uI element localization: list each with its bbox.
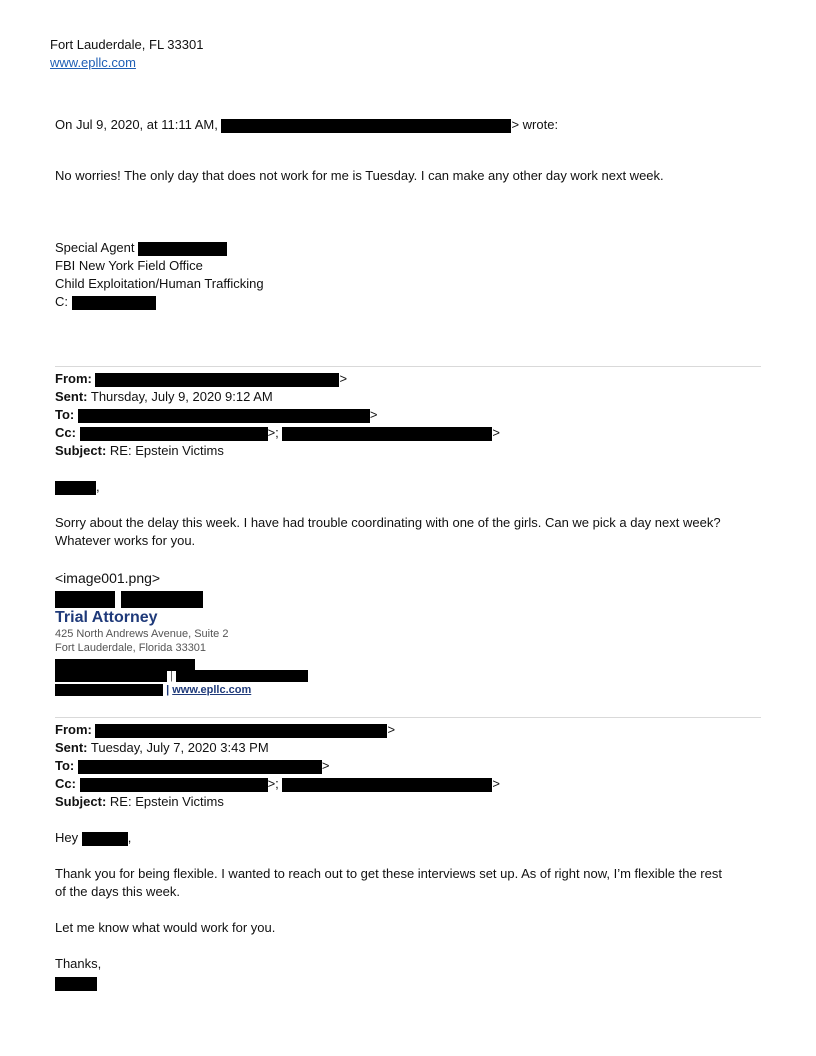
redaction-block <box>176 670 308 682</box>
agent-cell <box>55 293 156 311</box>
sig-name-redacted <box>55 590 203 608</box>
redaction-block <box>282 778 492 792</box>
greeting-comma: , <box>96 479 100 494</box>
redaction-block <box>55 684 163 696</box>
email1-subject <box>55 442 224 460</box>
subject-value: RE: Epstein Victims <box>109 794 224 809</box>
gt-symbol: > <box>492 776 501 791</box>
redaction-block <box>82 832 128 846</box>
subject-value: RE: Epstein Victims <box>109 443 224 458</box>
divider <box>55 366 761 367</box>
sent-value: Tuesday, July 7, 2020 3:43 PM <box>90 740 269 755</box>
from-label: From: <box>55 371 92 386</box>
email2-body-line3: Let me know what would work for you. <box>55 920 276 935</box>
reply-body: No worries! The only day that does not work for me is Tuesday. I can make any other day work next week. <box>55 168 664 183</box>
redaction-block <box>80 778 268 792</box>
sig-contact-line <box>55 669 308 683</box>
redaction-block <box>78 409 370 423</box>
email2-cc <box>55 775 500 793</box>
sig-address-line1: 425 North Andrews Avenue, Suite 2 <box>55 628 229 640</box>
email2-sender-redacted <box>55 975 97 991</box>
email2-body-line2: of the days this week. <box>55 884 181 899</box>
redaction-block <box>72 296 156 310</box>
sig-address-line2: Fort Lauderdale, Florida 33301 <box>55 642 207 654</box>
email2-greeting <box>55 829 131 847</box>
email1-cc <box>55 424 500 442</box>
sent-label: Sent: <box>55 389 88 404</box>
gt-symbol: > <box>387 722 396 737</box>
email1-body-line1: Sorry about the delay this week. I have had trouble coordinating with one of the girls. Can we pick a day next week? <box>55 515 721 530</box>
sent-value: Thursday, July 9, 2020 9:12 AM <box>90 389 273 404</box>
reply-attribution <box>55 116 558 134</box>
header-address: Fort Lauderdale, FL 33301 <box>50 37 204 52</box>
from-label: From: <box>55 722 92 737</box>
cc-separator: >; <box>267 425 279 440</box>
subject-label: Subject: <box>55 794 107 809</box>
sig-website-link[interactable]: www.epllc.com <box>172 684 252 696</box>
agent-signature-title <box>55 239 227 257</box>
gt-symbol: > <box>492 425 501 440</box>
agent-title-label: Special Agent <box>55 240 135 255</box>
cell-label: C: <box>55 294 68 309</box>
to-label: To: <box>55 758 75 773</box>
email2-to <box>55 757 329 775</box>
email1-from <box>55 370 347 388</box>
cc-label: Cc: <box>55 425 76 440</box>
gt-symbol: > <box>321 758 330 773</box>
sig-separator: | <box>166 684 170 696</box>
divider <box>55 717 761 718</box>
sig-web-line <box>55 683 251 697</box>
redaction-block <box>55 481 96 495</box>
cc-label: Cc: <box>55 776 76 791</box>
redaction-block <box>138 242 227 256</box>
gt-symbol: > <box>369 407 378 422</box>
agent-unit: Child Exploitation/Human Trafficking <box>55 276 264 291</box>
subject-label: Subject: <box>55 443 107 458</box>
email1-body-line2: Whatever works for you. <box>55 533 196 548</box>
reply-attribution-suffix: > wrote: <box>511 117 559 132</box>
greeting-word: Hey <box>55 830 79 845</box>
email2-closing: Thanks, <box>55 956 102 971</box>
email2-body-line1: Thank you for being flexible. I wanted to reach out to get these interviews set up. As of right now, I’m flexible the rest <box>55 866 722 881</box>
redaction-block <box>95 724 387 738</box>
email1-sent <box>55 388 273 406</box>
redaction-block <box>55 670 167 682</box>
greeting-comma: , <box>127 830 132 845</box>
redaction-block <box>55 591 115 608</box>
gt-symbol: > <box>339 371 348 386</box>
agent-office: FBI New York Field Office <box>55 258 203 273</box>
redaction-block <box>282 427 492 441</box>
redaction-block <box>221 119 511 133</box>
sent-label: Sent: <box>55 740 88 755</box>
sig-title: Trial Attorney <box>55 609 158 626</box>
redaction-block <box>95 373 339 387</box>
email2-subject <box>55 793 224 811</box>
redaction-block <box>55 977 97 991</box>
to-label: To: <box>55 407 75 422</box>
redaction-block <box>78 760 322 774</box>
redaction-block <box>121 591 203 608</box>
email2-from <box>55 721 395 739</box>
reply-attribution-prefix: On Jul 9, 2020, at 11:11 AM, <box>55 117 218 132</box>
image-placeholder: <image001.png> <box>55 570 161 586</box>
sig-separator: | <box>170 670 173 682</box>
email1-greeting <box>55 478 100 496</box>
header-website-link[interactable]: www.epllc.com <box>50 55 136 70</box>
email1-to <box>55 406 377 424</box>
redaction-block <box>80 427 268 441</box>
cc-separator: >; <box>267 776 279 791</box>
email2-sent <box>55 739 269 757</box>
